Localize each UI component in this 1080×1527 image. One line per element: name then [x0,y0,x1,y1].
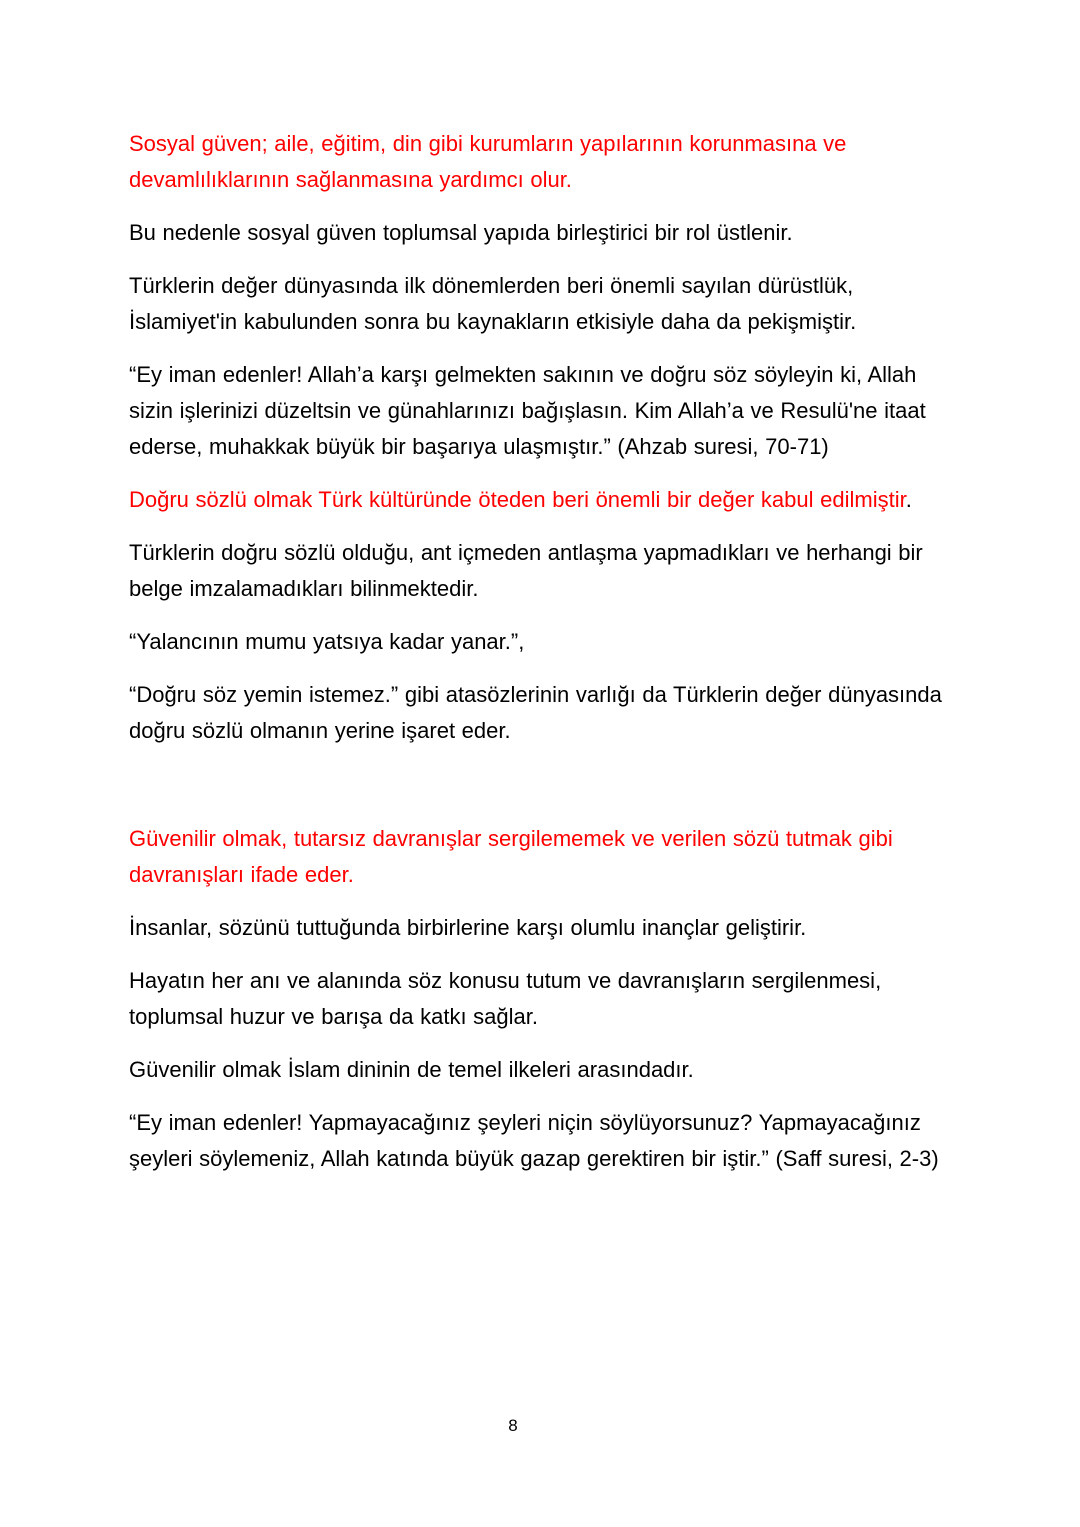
paragraph-truthfulness-value [129,482,959,518]
paragraph-trustworthiness: Güvenilir olmak, tutarsız davranışlar sergilememek ve verilen sözü tutmak gibi davranışları ifade eder. [129,826,893,887]
paragraph-quote-ahzab: “Ey iman edenler! Allah’a karşı gelmekten sakının ve doğru söz söyleyin ki, Allah sizin işlerinizi düzeltsin ve günahlarınızı bağışlasın. Kim Allah’a ve Resulü'ne itaat ederse, muhakkak büyük bir başarıya ulaşmıştır.” (Ahzab suresi, 70-71) [129,362,926,459]
truthfulness-value-period: . [905,487,912,512]
page-number: 8 [508,1416,518,1435]
paragraph-quote-saff: “Ey iman edenler! Yapmayacağınız şeyleri niçin söylüyorsunuz? Yapmayacağınız şeyleri söylemeniz, Allah katında büyük gazap gerektiren bir iştir.” (Saff suresi, 2-3) [129,1110,939,1171]
paragraph-unifying-role: Bu nedenle sosyal güven toplumsal yapıda birleştirici bir rol üstlenir. [129,220,793,245]
paragraph-keeping-word: İnsanlar, sözünü tuttuğunda birbirlerine karşı olumlu inançlar geliştirir. [129,915,807,940]
paragraph-islam-principles: Güvenilir olmak İslam dininin de temel ilkeleri arasındadır. [129,1057,694,1082]
paragraph-social-peace: Hayatın her anı ve alanında söz konusu tutum ve davranışların sergilenmesi, toplumsal huzur ve barışa da katkı sağlar. [129,968,882,1029]
page-content [129,126,959,1194]
paragraph-oath-agreements: Türklerin doğru sözlü olduğu, ant içmeden antlaşma yapmadıkları ve herhangi bir belge imzalamadıkları bilinmektedir. [129,540,923,601]
paragraph-social-trust: Sosyal güven; aile, eğitim, din gibi kurumların yapılarının korunmasına ve devamlılıklarının sağlanmasına yardımcı olur. [129,131,847,192]
truthfulness-value-text: Doğru sözlü olmak Türk kültüründe öteden beri önemli bir değer kabul edilmiştir [129,487,906,512]
paragraph-honesty-history: Türklerin değer dünyasında ilk dönemlerden beri önemli sayılan dürüstlük, İslamiyet'in kabulunden sonra bu kaynakların etkisiyle daha da pekişmiştir. [129,273,857,334]
paragraph-proverb-liar: “Yalancının mumu yatsıya kadar yanar.”, [129,629,525,654]
paragraph-proverb-truth: “Doğru söz yemin istemez.” gibi atasözlerinin varlığı da Türklerin değer dünyasında doğru sözlü olmanın yerine işaret eder. [129,682,942,743]
